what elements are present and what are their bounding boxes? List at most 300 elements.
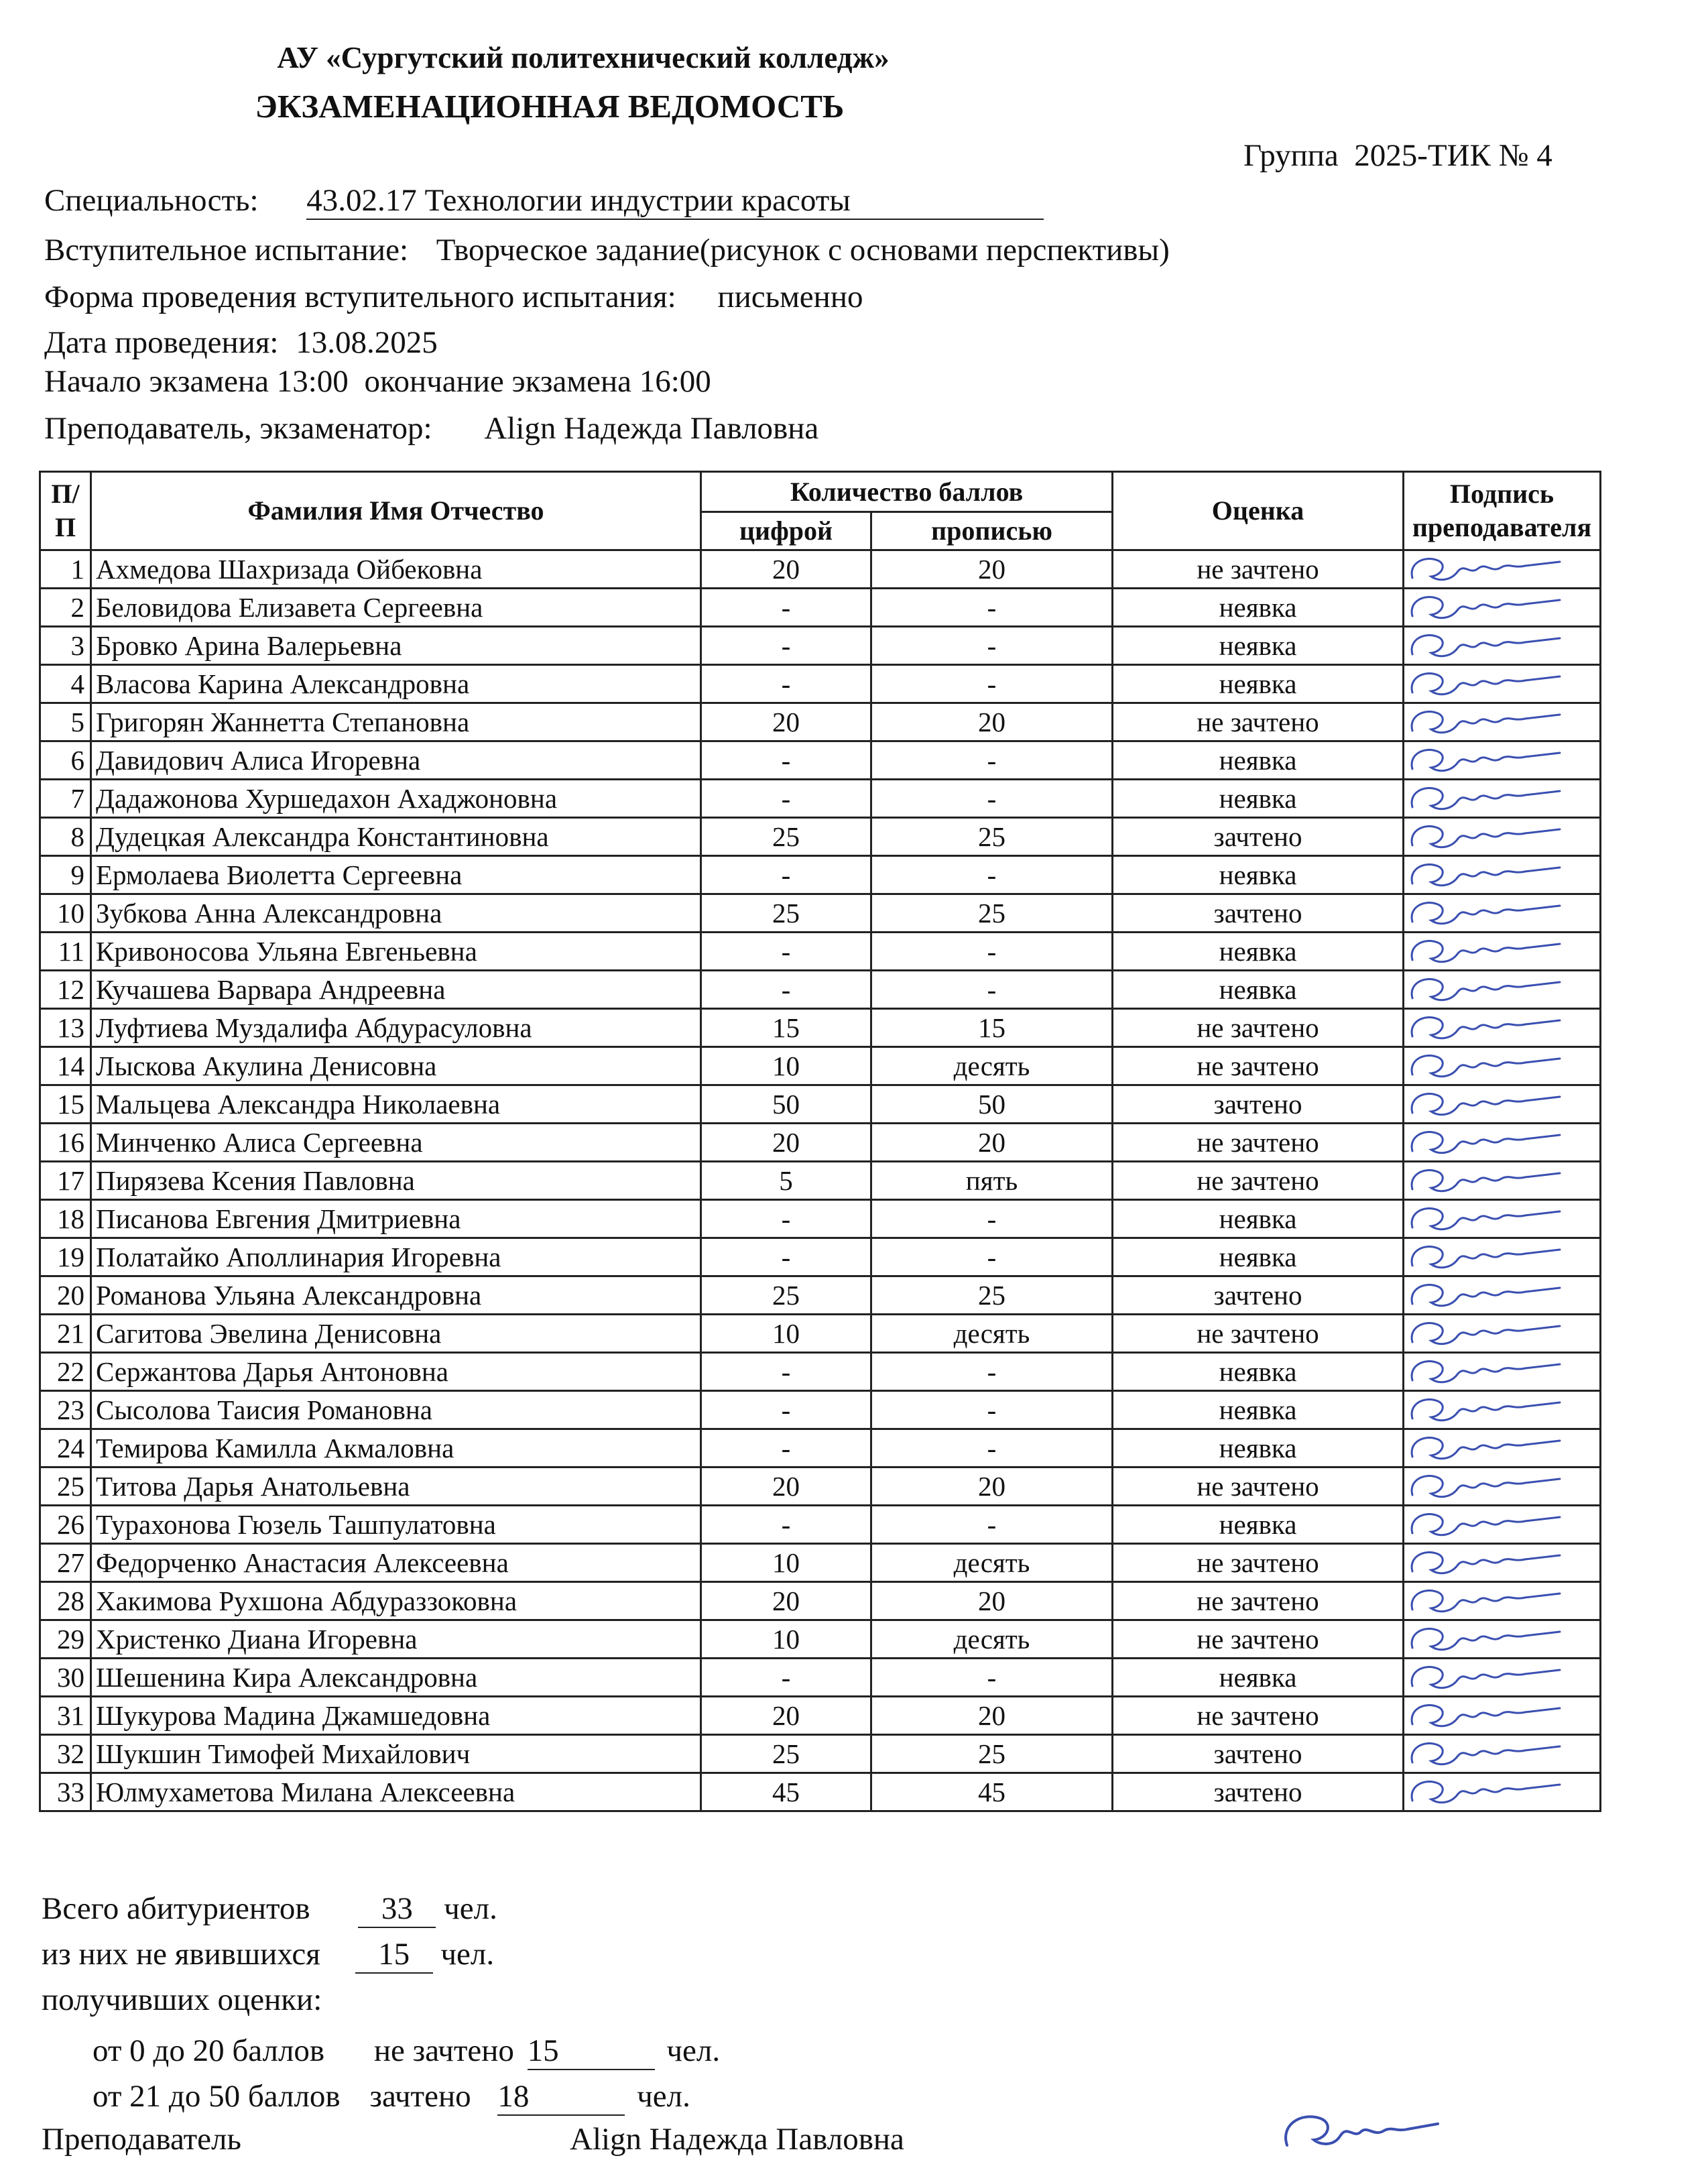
student-name: Лыскова Акулина Денисовна bbox=[91, 1047, 701, 1085]
row-number: 4 bbox=[40, 665, 91, 703]
table-row bbox=[40, 856, 1601, 894]
signature-cell bbox=[1404, 933, 1601, 971]
score-digits: - bbox=[701, 1391, 871, 1429]
grade: не зачтено bbox=[1113, 1467, 1404, 1506]
signature-cell bbox=[1404, 818, 1601, 856]
date-line bbox=[44, 324, 438, 361]
footer-teacher-value: Align Надежда Павловна bbox=[570, 2122, 904, 2157]
student-name: Беловидова Елизавета Сергеевна bbox=[91, 589, 701, 627]
score-digits: 20 bbox=[701, 1467, 871, 1506]
score-words: - bbox=[871, 1353, 1113, 1391]
student-name: Сысолова Таисия Романовна bbox=[91, 1391, 701, 1429]
score-words: десять bbox=[871, 1620, 1113, 1659]
signature-cell bbox=[1404, 1773, 1601, 1811]
header-name: Фамилия Имя Отчество bbox=[91, 472, 701, 550]
signature-icon bbox=[1404, 1201, 1565, 1237]
row-number: 19 bbox=[40, 1238, 91, 1276]
table-row bbox=[40, 818, 1601, 856]
student-name: Юлмухаметова Милана Алексеевна bbox=[91, 1773, 701, 1811]
grade: неявка bbox=[1113, 1506, 1404, 1544]
student-name: Власова Карина Александровна bbox=[91, 665, 701, 703]
row-number: 6 bbox=[40, 741, 91, 780]
signature-cell bbox=[1404, 1162, 1601, 1200]
range2-label: от 21 до 50 баллов bbox=[93, 2079, 341, 2114]
test-value: Творческое задание(рисунок с основами перспективы) bbox=[436, 233, 1170, 267]
header-num: П/П bbox=[40, 472, 91, 550]
range1-grade: не зачтено bbox=[373, 2033, 514, 2068]
grade: не зачтено bbox=[1113, 703, 1404, 741]
signature-icon bbox=[1404, 857, 1565, 893]
signature-icon bbox=[1404, 1048, 1565, 1084]
signature-icon bbox=[1404, 551, 1565, 587]
teacher-value: Align Надежда Павловна bbox=[484, 411, 819, 446]
grade: не зачтено bbox=[1113, 1620, 1404, 1659]
table-row bbox=[40, 1009, 1601, 1047]
row-number: 1 bbox=[40, 550, 91, 589]
row-number: 8 bbox=[40, 818, 91, 856]
table-row bbox=[40, 1659, 1601, 1697]
grade: неявка bbox=[1113, 971, 1404, 1009]
student-name: Бровко Арина Валерьевна bbox=[91, 627, 701, 665]
signature-cell bbox=[1404, 589, 1601, 627]
score-words: - bbox=[871, 741, 1113, 780]
table-row bbox=[40, 1544, 1601, 1582]
score-digits: - bbox=[701, 856, 871, 894]
footer-signature-icon bbox=[1274, 2098, 1448, 2158]
score-digits: - bbox=[701, 589, 871, 627]
student-name: Шукшин Тимофей Михайлович bbox=[91, 1735, 701, 1773]
row-number: 10 bbox=[40, 894, 91, 933]
row-number: 28 bbox=[40, 1582, 91, 1620]
signature-cell bbox=[1404, 550, 1601, 589]
row-number: 30 bbox=[40, 1659, 91, 1697]
table-row bbox=[40, 627, 1601, 665]
row-number: 13 bbox=[40, 1009, 91, 1047]
signature-cell bbox=[1404, 1047, 1601, 1085]
table-row bbox=[40, 1773, 1601, 1811]
student-name: Сержантова Дарья Антоновна bbox=[91, 1353, 701, 1391]
signature-cell bbox=[1404, 1582, 1601, 1620]
student-name: Минченко Алиса Сергеевна bbox=[91, 1124, 701, 1162]
results-table bbox=[39, 471, 1601, 1812]
score-words: 20 bbox=[871, 1697, 1113, 1735]
row-number: 9 bbox=[40, 856, 91, 894]
score-words: 15 bbox=[871, 1009, 1113, 1047]
signature-icon bbox=[1404, 1392, 1565, 1428]
signature-cell bbox=[1404, 1544, 1601, 1582]
table-row bbox=[40, 1047, 1601, 1085]
grade: зачтено bbox=[1113, 1085, 1404, 1124]
signature-cell bbox=[1404, 1124, 1601, 1162]
group-label: Группа bbox=[1243, 138, 1339, 173]
table-row bbox=[40, 1506, 1601, 1544]
signature-cell bbox=[1404, 856, 1601, 894]
score-digits: - bbox=[701, 627, 871, 665]
signature-icon bbox=[1404, 780, 1565, 817]
table-row bbox=[40, 894, 1601, 933]
student-name: Сагитова Эвелина Денисовна bbox=[91, 1315, 701, 1353]
range2-grade: зачтено bbox=[369, 2079, 471, 2114]
signature-icon bbox=[1404, 1354, 1565, 1390]
total-line bbox=[42, 1891, 497, 1928]
table-row bbox=[40, 1735, 1601, 1773]
score-words: десять bbox=[871, 1544, 1113, 1582]
student-name: Федорченко Анастасия Алексеевна bbox=[91, 1544, 701, 1582]
range1-label: от 0 до 20 баллов bbox=[93, 2033, 325, 2068]
score-words: - bbox=[871, 589, 1113, 627]
grade: неявка bbox=[1113, 1659, 1404, 1697]
table-row bbox=[40, 1124, 1601, 1162]
table-row bbox=[40, 1238, 1601, 1276]
score-digits: 25 bbox=[701, 1276, 871, 1315]
signature-cell bbox=[1404, 1506, 1601, 1544]
signature-icon bbox=[1404, 666, 1565, 702]
grade: зачтено bbox=[1113, 894, 1404, 933]
absent-value: 15 bbox=[378, 1937, 410, 1972]
time-line bbox=[44, 363, 711, 400]
student-name: Полатайко Аполлинария Игоревна bbox=[91, 1238, 701, 1276]
student-name: Шешенина Кира Александровна bbox=[91, 1659, 701, 1697]
score-digits: 20 bbox=[701, 1124, 871, 1162]
test-label: Вступительное испытание: bbox=[44, 233, 409, 267]
score-digits: 10 bbox=[701, 1620, 871, 1659]
score-digits: 10 bbox=[701, 1544, 871, 1582]
score-digits: - bbox=[701, 1506, 871, 1544]
student-name: Кучашева Варвара Андреевна bbox=[91, 971, 701, 1009]
score-words: - bbox=[871, 1506, 1113, 1544]
signature-cell bbox=[1404, 1429, 1601, 1467]
grade: не зачтено bbox=[1113, 1009, 1404, 1047]
grade: неявка bbox=[1113, 1391, 1404, 1429]
score-words: 20 bbox=[871, 1582, 1113, 1620]
score-digits: - bbox=[701, 1200, 871, 1238]
row-number: 16 bbox=[40, 1124, 91, 1162]
signature-cell bbox=[1404, 741, 1601, 780]
end-value: 16:00 bbox=[639, 364, 711, 399]
score-words: - bbox=[871, 665, 1113, 703]
grade: неявка bbox=[1113, 665, 1404, 703]
grade: неявка bbox=[1113, 627, 1404, 665]
student-name: Шукурова Мадина Джамшедовна bbox=[91, 1697, 701, 1735]
grade: неявка bbox=[1113, 1200, 1404, 1238]
group-value: 2025-ТИК № 4 bbox=[1354, 138, 1552, 173]
footer-teacher-label: Преподаватель bbox=[42, 2122, 241, 2157]
form-label: Форма проведения вступительного испытания: bbox=[44, 280, 676, 314]
signature-icon bbox=[1404, 1430, 1565, 1466]
table-row bbox=[40, 971, 1601, 1009]
score-digits: 20 bbox=[701, 703, 871, 741]
grade: не зачтено bbox=[1113, 1124, 1404, 1162]
signature-cell bbox=[1404, 1697, 1601, 1735]
score-words: 20 bbox=[871, 703, 1113, 741]
score-digits: 45 bbox=[701, 1773, 871, 1811]
signature-cell bbox=[1404, 1735, 1601, 1773]
row-number: 17 bbox=[40, 1162, 91, 1200]
date-value: 13.08.2025 bbox=[296, 325, 438, 360]
form-line bbox=[44, 279, 863, 315]
signature-cell bbox=[1404, 627, 1601, 665]
signature-icon bbox=[1404, 1239, 1565, 1275]
row-number: 27 bbox=[40, 1544, 91, 1582]
row-number: 24 bbox=[40, 1429, 91, 1467]
score-words: 25 bbox=[871, 818, 1113, 856]
student-name: Зубкова Анна Александровна bbox=[91, 894, 701, 933]
row-number: 22 bbox=[40, 1353, 91, 1391]
student-name: Романова Ульяна Александровна bbox=[91, 1276, 701, 1315]
grade: неявка bbox=[1113, 1429, 1404, 1467]
signature-icon bbox=[1404, 704, 1565, 740]
row-number: 2 bbox=[40, 589, 91, 627]
signature-cell bbox=[1404, 1467, 1601, 1506]
test-line bbox=[44, 232, 1170, 268]
table-row bbox=[40, 1353, 1601, 1391]
score-words: - bbox=[871, 1391, 1113, 1429]
row-number: 12 bbox=[40, 971, 91, 1009]
grade: зачтено bbox=[1113, 1276, 1404, 1315]
signature-icon bbox=[1404, 1736, 1565, 1772]
institution-title: АУ «Сургутский политехнический колледж» bbox=[277, 41, 890, 74]
row-number: 3 bbox=[40, 627, 91, 665]
table-row bbox=[40, 589, 1601, 627]
score-words: - bbox=[871, 1238, 1113, 1276]
score-words: 50 bbox=[871, 1085, 1113, 1124]
score-words: - bbox=[871, 933, 1113, 971]
range1-line bbox=[93, 2033, 720, 2070]
table-row bbox=[40, 550, 1601, 589]
table-row bbox=[40, 780, 1601, 818]
signature-cell bbox=[1404, 1276, 1601, 1315]
student-name: Титова Дарья Анатольевна bbox=[91, 1467, 701, 1506]
table-row bbox=[40, 703, 1601, 741]
range1-value: 15 bbox=[527, 2033, 559, 2068]
range1-unit: чел. bbox=[666, 2033, 721, 2068]
signature-icon bbox=[1404, 589, 1565, 625]
grade: не зачтено bbox=[1113, 550, 1404, 589]
score-words: - bbox=[871, 627, 1113, 665]
score-digits: 25 bbox=[701, 894, 871, 933]
score-digits: - bbox=[701, 1659, 871, 1697]
grade: неявка bbox=[1113, 1238, 1404, 1276]
score-words: десять bbox=[871, 1047, 1113, 1085]
signature-icon bbox=[1404, 1659, 1565, 1695]
signature-cell bbox=[1404, 703, 1601, 741]
student-name: Мальцева Александра Николаевна bbox=[91, 1085, 701, 1124]
specialty-line bbox=[44, 182, 1044, 220]
score-digits: 15 bbox=[701, 1009, 871, 1047]
signature-icon bbox=[1404, 1315, 1565, 1352]
signature-icon bbox=[1404, 1086, 1565, 1122]
signature-icon bbox=[1404, 1697, 1565, 1734]
signature-icon bbox=[1404, 742, 1565, 778]
signature-cell bbox=[1404, 1353, 1601, 1391]
total-label: Всего абитуриентов bbox=[42, 1891, 310, 1926]
grade: неявка bbox=[1113, 780, 1404, 818]
score-digits: - bbox=[701, 1238, 871, 1276]
row-number: 11 bbox=[40, 933, 91, 971]
signature-icon bbox=[1404, 895, 1565, 931]
score-digits: - bbox=[701, 1429, 871, 1467]
student-name: Дадажонова Хуршедахон Ахаджоновна bbox=[91, 780, 701, 818]
score-words: 25 bbox=[871, 1735, 1113, 1773]
student-name: Христенко Диана Игоревна bbox=[91, 1620, 701, 1659]
student-name: Хакимова Рухшона Абдураззоковна bbox=[91, 1582, 701, 1620]
grade: неявка bbox=[1113, 741, 1404, 780]
score-digits: - bbox=[701, 741, 871, 780]
row-number: 32 bbox=[40, 1735, 91, 1773]
signature-cell bbox=[1404, 780, 1601, 818]
absent-label: из них не явившихся bbox=[42, 1937, 320, 1972]
table-row bbox=[40, 665, 1601, 703]
score-words: - bbox=[871, 1659, 1113, 1697]
header-digits: цифрой bbox=[701, 512, 871, 550]
score-digits: 10 bbox=[701, 1315, 871, 1353]
header-grade: Оценка bbox=[1113, 472, 1404, 550]
row-number: 21 bbox=[40, 1315, 91, 1353]
score-digits: - bbox=[701, 1353, 871, 1391]
specialty-value: 43.02.17 Технологии индустрии красоты bbox=[306, 183, 851, 218]
header-words: прописью bbox=[871, 512, 1113, 550]
range2-value: 18 bbox=[497, 2079, 530, 2114]
signature-cell bbox=[1404, 1238, 1601, 1276]
signature-cell bbox=[1404, 1659, 1601, 1697]
end-label: окончание экзамена bbox=[364, 364, 631, 399]
score-words: - bbox=[871, 971, 1113, 1009]
form-value: письменно bbox=[717, 280, 863, 314]
score-digits: 50 bbox=[701, 1085, 871, 1124]
student-name: Писанова Евгения Дмитриевна bbox=[91, 1200, 701, 1238]
absent-unit: чел. bbox=[440, 1937, 495, 1972]
row-number: 14 bbox=[40, 1047, 91, 1085]
teacher-line bbox=[44, 410, 818, 446]
signature-icon bbox=[1404, 1162, 1565, 1199]
signature-icon bbox=[1404, 1583, 1565, 1619]
score-words: - bbox=[871, 1429, 1113, 1467]
start-value: 13:00 bbox=[276, 364, 349, 399]
grade: зачтено bbox=[1113, 1773, 1404, 1811]
grade: неявка bbox=[1113, 1353, 1404, 1391]
table-row bbox=[40, 741, 1601, 780]
teacher-label: Преподаватель, экзаменатор: bbox=[44, 411, 432, 446]
score-digits: - bbox=[701, 933, 871, 971]
table-row bbox=[40, 1467, 1601, 1506]
row-number: 26 bbox=[40, 1506, 91, 1544]
score-digits: 20 bbox=[701, 550, 871, 589]
signature-icon bbox=[1404, 627, 1565, 664]
signature-cell bbox=[1404, 1620, 1601, 1659]
signature-icon bbox=[1404, 1506, 1565, 1543]
score-digits: 25 bbox=[701, 1735, 871, 1773]
score-words: 25 bbox=[871, 894, 1113, 933]
table-row bbox=[40, 933, 1601, 971]
grade: зачтено bbox=[1113, 818, 1404, 856]
signature-icon bbox=[1404, 1545, 1565, 1581]
grade: неявка bbox=[1113, 933, 1404, 971]
grade: неявка bbox=[1113, 589, 1404, 627]
student-name: Григорян Жаннетта Степановна bbox=[91, 703, 701, 741]
score-words: - bbox=[871, 1200, 1113, 1238]
signature-cell bbox=[1404, 1200, 1601, 1238]
table-row bbox=[40, 1697, 1601, 1735]
score-words: пять bbox=[871, 1162, 1113, 1200]
score-words: 20 bbox=[871, 550, 1113, 589]
score-words: - bbox=[871, 780, 1113, 818]
signature-icon bbox=[1404, 1124, 1565, 1160]
student-name: Кривоносова Ульяна Евгеньевна bbox=[91, 933, 701, 971]
table-row bbox=[40, 1162, 1601, 1200]
document-title: ЭКЗАМЕНАЦИОННАЯ ВЕДОМОСТЬ bbox=[255, 88, 845, 125]
score-words: 45 bbox=[871, 1773, 1113, 1811]
signature-icon bbox=[1404, 1621, 1565, 1657]
range2-unit: чел. bbox=[637, 2079, 690, 2114]
student-name: Турахонова Гюзель Ташпулатовна bbox=[91, 1506, 701, 1544]
row-number: 31 bbox=[40, 1697, 91, 1735]
signature-cell bbox=[1404, 1085, 1601, 1124]
row-number: 23 bbox=[40, 1391, 91, 1429]
grade: не зачтено bbox=[1113, 1582, 1404, 1620]
table-row bbox=[40, 1200, 1601, 1238]
score-digits: 5 bbox=[701, 1162, 871, 1200]
student-name: Ермолаева Виолетта Сергеевна bbox=[91, 856, 701, 894]
table-row bbox=[40, 1276, 1601, 1315]
score-words: 25 bbox=[871, 1276, 1113, 1315]
student-name: Давидович Алиса Игоревна bbox=[91, 741, 701, 780]
row-number: 25 bbox=[40, 1467, 91, 1506]
student-name: Дудецкая Александра Константиновна bbox=[91, 818, 701, 856]
score-digits: 10 bbox=[701, 1047, 871, 1085]
signature-cell bbox=[1404, 971, 1601, 1009]
row-number: 20 bbox=[40, 1276, 91, 1315]
header-signature: Подпись преподавателя bbox=[1404, 472, 1601, 550]
row-number: 7 bbox=[40, 780, 91, 818]
row-number: 33 bbox=[40, 1773, 91, 1811]
student-name: Пирязева Ксения Павловна bbox=[91, 1162, 701, 1200]
signature-cell bbox=[1404, 1315, 1601, 1353]
grade: не зачтено bbox=[1113, 1315, 1404, 1353]
table-row bbox=[40, 1391, 1601, 1429]
row-number: 29 bbox=[40, 1620, 91, 1659]
score-digits: - bbox=[701, 780, 871, 818]
total-value: 33 bbox=[381, 1891, 413, 1926]
row-number: 5 bbox=[40, 703, 91, 741]
score-words: 20 bbox=[871, 1467, 1113, 1506]
score-digits: - bbox=[701, 971, 871, 1009]
signature-cell bbox=[1404, 1009, 1601, 1047]
grade: зачтено bbox=[1113, 1735, 1404, 1773]
student-name: Темирова Камилла Акмаловна bbox=[91, 1429, 701, 1467]
signature-icon bbox=[1404, 971, 1565, 1008]
specialty-label: Специальность: bbox=[44, 183, 259, 218]
date-label: Дата проведения: bbox=[44, 325, 279, 360]
score-words: десять bbox=[871, 1315, 1113, 1353]
grade: не зачтено bbox=[1113, 1162, 1404, 1200]
range2-line bbox=[93, 2078, 690, 2116]
grade: неявка bbox=[1113, 856, 1404, 894]
table-row bbox=[40, 1620, 1601, 1659]
group-line bbox=[1243, 137, 1552, 174]
signature-icon bbox=[1404, 933, 1565, 969]
grade: не зачтено bbox=[1113, 1047, 1404, 1085]
score-words: 20 bbox=[871, 1124, 1113, 1162]
row-number: 15 bbox=[40, 1085, 91, 1124]
signature-cell bbox=[1404, 665, 1601, 703]
table-row bbox=[40, 1429, 1601, 1467]
table-row bbox=[40, 1315, 1601, 1353]
grade: не зачтено bbox=[1113, 1544, 1404, 1582]
total-unit: чел. bbox=[444, 1891, 497, 1926]
graded-label: получивших оценки: bbox=[42, 1982, 322, 2017]
signature-icon bbox=[1404, 819, 1565, 855]
signature-cell bbox=[1404, 1391, 1601, 1429]
